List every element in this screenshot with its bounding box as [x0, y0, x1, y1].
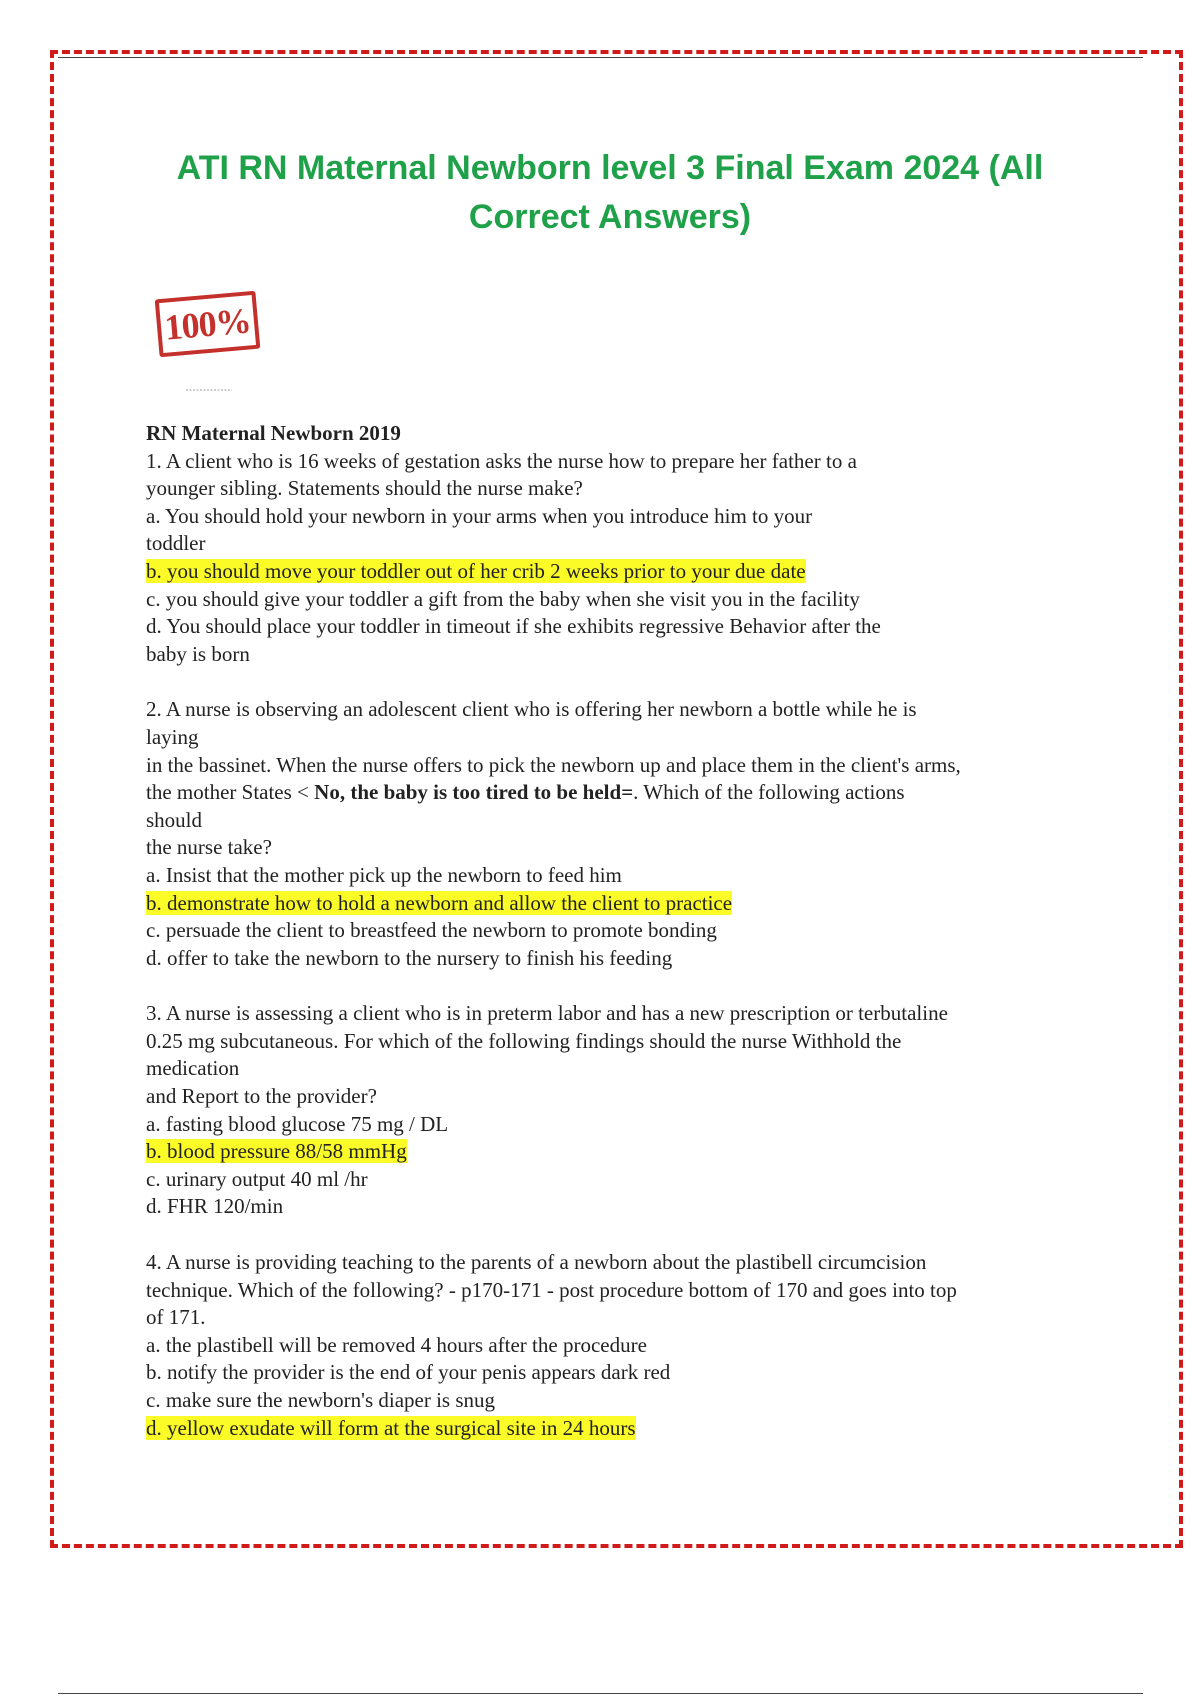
option-d: d. offer to take the newborn to the nursery to finish his feeding	[146, 945, 673, 970]
question-stem-line: in the bassinet. When the nurse offers to pick the newborn up and place them in the client's arms,	[146, 752, 961, 777]
option-c: c. you should give your toddler a gift from the baby when she visit you in the facility	[146, 586, 860, 611]
title-line-2: Correct Answers)	[468, 198, 752, 236]
option-b-correct: b. demonstrate how to hold a newborn and allow the client to practice	[146, 890, 733, 915]
question-stem-line: 1. A client who is 16 weeks of gestation asks the nurse how to prepare her father to a	[146, 448, 857, 473]
question-stem-line: of 171.	[146, 1305, 206, 1330]
question-stem-line: 0.25 mg subcutaneous. For which of the following findings should the nurse Withhold the	[146, 1028, 902, 1053]
option-a: a. Insist that the mother pick up the newborn to feed him	[146, 862, 622, 887]
question-2	[146, 696, 1116, 972]
stem-bold-quote: No, the baby is too tired to be held=	[314, 780, 634, 805]
bottom-rule	[58, 1693, 1143, 1694]
option-b-correct: b. you should move your toddler out of her crib 2 weeks prior to your due date	[146, 558, 806, 583]
question-stem-line: technique. Which of the following? - p170-171 - post procedure bottom of 170 and goes into top	[146, 1277, 957, 1302]
option-d: d. FHR 120/min	[146, 1194, 284, 1219]
option-d: d. You should place your toddler in timeout if she exhibits regressive Behavior after the	[146, 614, 881, 639]
question-stem-line: should	[146, 807, 203, 832]
question-stem-line: 3. A nurse is assessing a client who is in preterm labor and has a new prescription or terbutaline	[146, 1001, 948, 1026]
title-line-1: ATI RN Maternal Newborn level 3 Final Exam 2024 (All	[176, 149, 1044, 187]
question-stem-line: medication	[146, 1056, 240, 1081]
stem-text-after: . Which of the following actions	[633, 780, 905, 805]
question-stem-line: younger sibling. Statements should the nurse make?	[146, 476, 583, 501]
question-stem-line: 4. A nurse is providing teaching to the parents of a newborn about the plastibell circumcision	[146, 1250, 927, 1275]
option-d-correct: d. yellow exudate will form at the surgical site in 24 hours	[146, 1415, 636, 1440]
option-b-correct: b. blood pressure 88/58 mmHg	[146, 1139, 407, 1164]
option-a-continued: toddler	[146, 531, 206, 556]
exam-content	[146, 420, 1116, 1442]
document-title	[110, 144, 1110, 242]
question-3	[146, 1000, 1116, 1221]
question-stem-line: and Report to the provider?	[146, 1084, 377, 1109]
top-rule	[58, 57, 1143, 58]
question-stem-line: the nurse take?	[146, 835, 272, 860]
stamp-caption-mark	[186, 388, 232, 392]
question-4	[146, 1249, 1116, 1442]
stem-text-before: the mother States <	[146, 780, 315, 805]
section-heading: RN Maternal Newborn 2019	[146, 421, 401, 445]
option-a: a. You should hold your newborn in your arms when you introduce him to your	[146, 503, 813, 528]
option-b: b. notify the provider is the end of your penis appears dark red	[146, 1360, 671, 1385]
option-c: c. make sure the newborn's diaper is snug	[146, 1388, 496, 1412]
question-stem-line: 2. A nurse is observing an adolescent client who is offering her newborn a bottle while he is	[146, 697, 917, 722]
option-c: c. urinary output 40 ml /hr	[146, 1166, 368, 1191]
question-stem-mixed	[146, 779, 1116, 807]
question-stem-line: laying	[146, 724, 199, 749]
option-a: a. fasting blood glucose 75 mg / DL	[146, 1111, 449, 1136]
option-d-continued: baby is born	[146, 641, 250, 666]
hundred-percent-stamp: 100%	[155, 291, 261, 358]
option-c: c. persuade the client to breastfeed the newborn to promote bonding	[146, 918, 717, 943]
question-1	[146, 448, 1116, 669]
option-a: a. the plastibell will be removed 4 hours after the procedure	[146, 1332, 647, 1357]
